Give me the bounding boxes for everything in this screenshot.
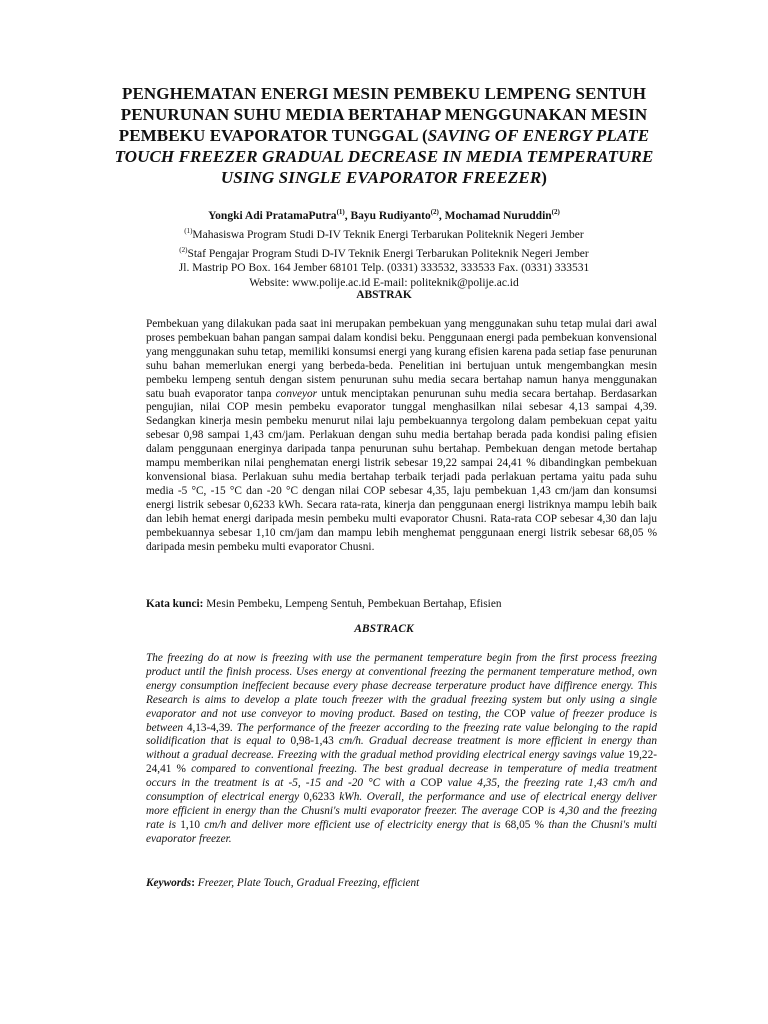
affiliation-text: Mahasiswa Program Studi D-IV Teknik Energi Terbarukan Politeknik Negeri Jember — [192, 228, 584, 241]
abstract-text: than the Chusni's multi evaporator freezer. — [146, 818, 658, 845]
title-english: SAVING OF ENERGY PLATE — [427, 126, 650, 145]
keywords-label: Keywords — [146, 877, 192, 889]
affiliation-marker: (1) — [336, 208, 345, 216]
author-name: Yongki Adi PratamaPutra — [208, 209, 337, 222]
affiliation — [120, 243, 648, 262]
keywords-colon: : — [191, 877, 195, 889]
abstract-text: 0,98-1,43 — [290, 735, 334, 748]
abstract-text: 1,10 — [180, 818, 201, 831]
abstract-text: COP — [503, 707, 526, 720]
author-block — [120, 205, 648, 291]
abstract-text: value of freezer produce is between — [146, 707, 657, 734]
abstract-text: 68,05 % — [504, 818, 545, 831]
abstrak-heading: ABSTRAK — [356, 289, 412, 301]
affiliation-marker: (2) — [179, 245, 188, 254]
abstract-text: 19,22-24,41 % — [146, 749, 657, 776]
author-name: , Bayu Rudiyanto — [344, 209, 431, 222]
abstract-body — [146, 652, 657, 847]
keywords-text: Freezer, Plate Touch, Gradual Freezing, efficient — [194, 877, 420, 889]
title-paren: ) — [541, 168, 548, 187]
author-names — [120, 205, 648, 224]
abstract-text: COP — [420, 777, 443, 790]
title-line — [100, 125, 668, 146]
keywords — [146, 877, 657, 889]
abstract-text: . The performance of the freezer according to the freezing rate value belonging to the rapid solidification that is equal to — [146, 721, 657, 748]
title-text: PEMBEKU EVAPORATOR TUNGGAL ( — [118, 126, 428, 145]
abstract-text: is 4,30 and the freezing rate is — [146, 804, 657, 831]
affiliation-marker: (1) — [184, 226, 193, 235]
title-line: PENGHEMATAN ENERGI MESIN PEMBEKU LEMPENG SENTUH — [121, 84, 647, 103]
abstrak-italic-term: conveyor — [275, 387, 318, 400]
affiliation-marker: (2) — [430, 208, 439, 216]
title-english: TOUCH FREEZER GRADUAL DECREASE IN MEDIA TEMPERATURE — [114, 147, 654, 166]
abstract-text: 4,13-4,39 — [186, 721, 231, 734]
paper-title — [100, 83, 668, 188]
author-name: , Mochamad Nuruddin — [438, 209, 552, 222]
abstract-text: compared to conventional freezing. The best gradual decrease in temperature of media treatment occurs in the treatment is at -5, -15 and -20 °C with a — [146, 763, 657, 790]
abstract-text: The freezing do at now is freezing with use the permanent temperature begin from the first process freezing product until the finish process. Uses energy at conventional freezing the permanent temperature method, own energy consumption ineffecient because every phase decrease terperature product have diffirence energy. This Research is aims to develop a plate touch freezer with the gradual freezing system but only using a single evaporator and not use conveyor to moving product. Based on testing, the — [146, 652, 657, 720]
title-line — [100, 167, 668, 188]
abstrak-body — [146, 318, 657, 554]
kata-kunci-label: Kata kunci: — [146, 598, 204, 610]
title-line: PENURUNAN SUHU MEDIA BERTAHAP MENGGUNAKAN MESIN — [120, 105, 648, 124]
affiliation-text: Staf Pengajar Program Studi D-IV Teknik Energi Terbarukan Politeknik Negeri Jember — [187, 247, 589, 260]
kata-kunci — [146, 598, 657, 610]
affiliation — [120, 224, 648, 243]
abstract-text: COP — [521, 804, 544, 817]
abstract-text: cm/h and deliver more efficient use of electricity energy that is — [200, 818, 505, 831]
contact-web-email: Website: www.polije.ac.id E-mail: politeknik@polije.ac.id — [249, 277, 519, 290]
abstrak-text: untuk menciptakan penurunan suhu media secara bertahap. Berdasarkan pengujian, nilai COP mesin pembeku evaporator tunggal menghasilkan nilai sebesar 4,13 sampai 4,39. Sedangkan kinerja mesin pembeku menurut nilai laju pembekuannya tergolong dalam pembekuan cepat yaitu sebesar 0,98 sampai 1,43 cm/jam. Perlakuan dengan suhu media bertahap berada pada kondisi paling efisien dalam penggunaan energinya daripada tanpa penurunan suhu bertahap. Pembekuan dengan metode bertahap mampu memberikan nilai penghematan energi listrik sebesar 19,22 sampai 24,41 % dibandingkan pembekuan konvensional biasa. Perlakuan suhu media bertahap terbaik terjadi pada perlakuan pertama yaitu pada suhu media -5 °C, -15 °C dan -20 °C dengan nilai COP sebesar 4,35, laju pembekuan 1,43 cm/jam dan konsumsi energi listrik sebesar 0,6233 kWh. Secara rata-rata, kinerja dan penggunaan energi listriknya mampu lebih baik dan lebih hemat energi daripada mesin pembeku multi evaporator Chusni. Rata-rata COP sebesar 4,30 dan laju pembekuannya sebesar 1,10 cm/jam dan mampu lebih menghemat penggunaan energi listrik sebesar 68,05 % daripada mesin pembeku multi evaporator Chusni. — [146, 387, 657, 553]
address: Jl. Mastrip PO Box. 164 Jember 68101 Telp. (0331) 333532, 333533 Fax. (0331) 333531 — [178, 262, 590, 275]
abstract-text: kWh. Overall, the performance and use of electrical energy deliver more efficient in energy than the Chusni's multi evaporator freezer. The average — [146, 791, 657, 817]
kata-kunci-text: Mesin Pembeku, Lempeng Sentuh, Pembekuan Bertahap, Efisien — [203, 598, 502, 610]
affiliation-marker: (2) — [551, 208, 560, 216]
abstrak-text: Pembekuan yang dilakukan pada saat ini merupakan pembekuan yang menggunakan suhu tetap mulai dari awal proses pembekuan bahan pangan sampai dalam kondisi beku. Penggunaan energi pada pembekuan konvensional yang menggunakan suhu tetap, memiliki konsumsi energi yang kurang efisien karena pada setiap fase penurunan suhu bahan memerlukan energi yang berbeda-beda. Penelitian ini bertujuan untuk mengembangkan mesin pembeku lempeng sentuh dengan sistem penurunan suhu media secara bertahap namun hanya menggunakan satu buah evaporator tanpa — [146, 318, 657, 400]
abstract-heading: ABSTRACK — [354, 623, 414, 635]
abstract-text: cm/h. Gradual decrease treatment is more efficient in energy than without a gradual decrease. Freezing with the gradual method providing electrical energy savings value — [146, 735, 657, 762]
abstract-text: 0,6233 — [303, 791, 335, 804]
abstract-text: value 4,35, the freezing rate 1,43 cm/h and consumption of electrical energy — [146, 777, 657, 804]
title-english: USING SINGLE EVAPORATOR FREEZER — [220, 168, 542, 187]
